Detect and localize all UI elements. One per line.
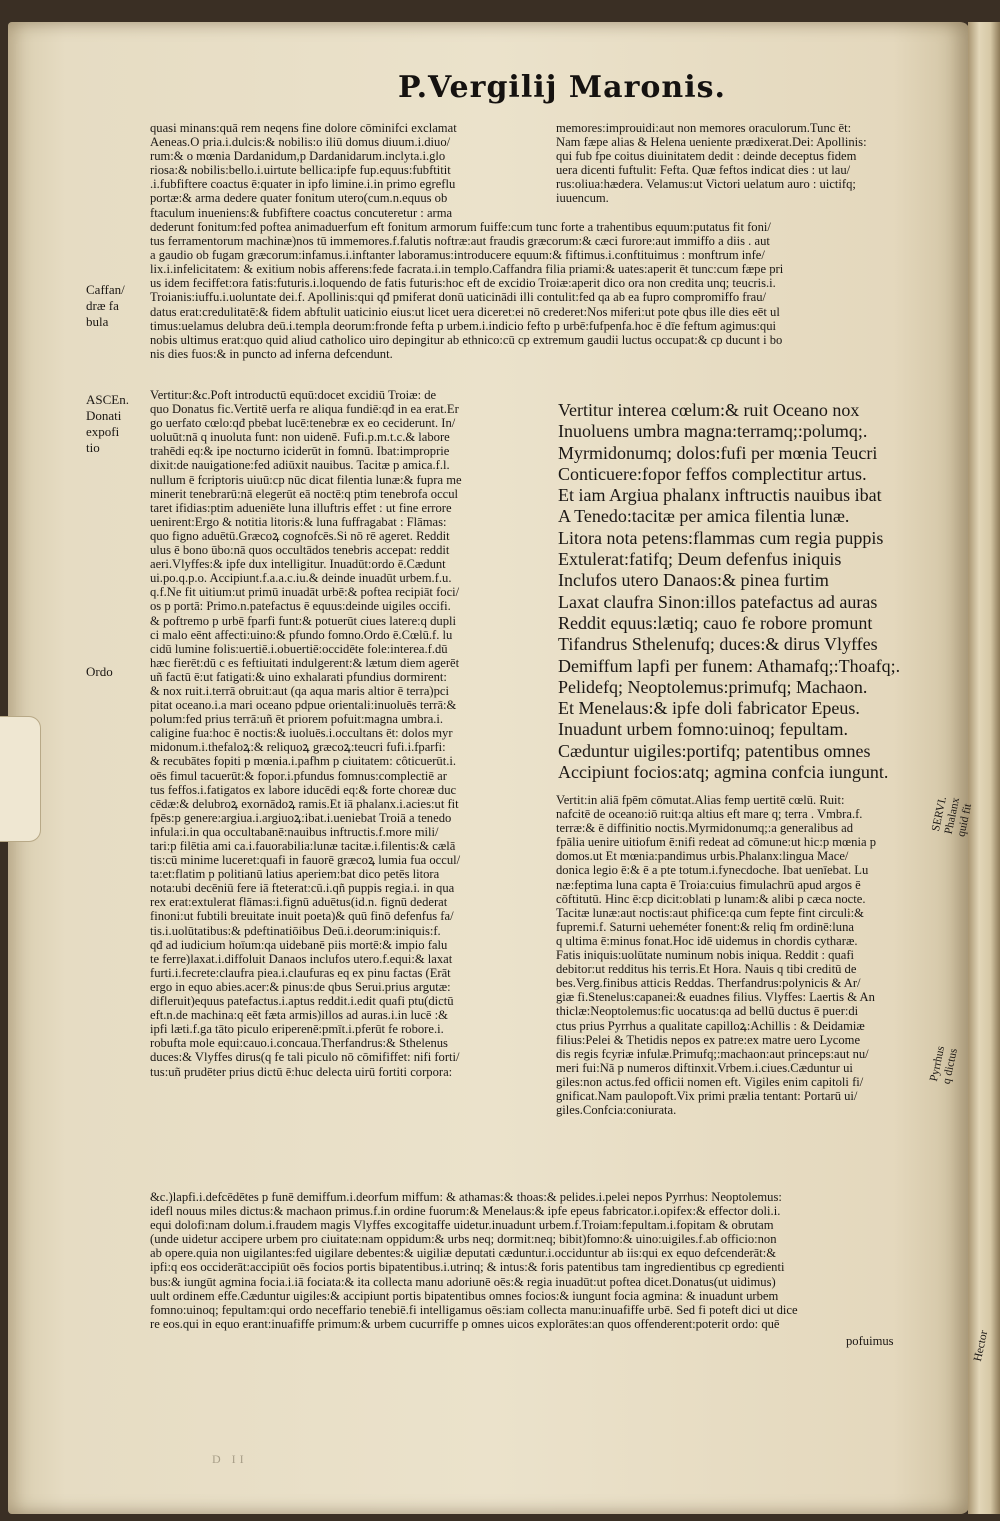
commentary-line: Fatis iniquis:uolūtate numinum nobis iniqua. Reddit : quafi bbox=[556, 948, 855, 963]
page-tab-marker bbox=[0, 716, 41, 842]
commentary-line: fpālia uenire uitiofum ē:nifi redeat ad cōmune:ut hic:p mœnia p bbox=[556, 835, 876, 850]
commentary-line: nis dies fuos:& in puncto ad inferna defcendunt. bbox=[150, 346, 393, 361]
commentary-line: q ultima ē:minus fonat.Hoc idē uidemus in chordis cytharæ. bbox=[556, 933, 858, 948]
verse-line: Et Menelaus:& ipfe doli fabricator Epeus. bbox=[558, 698, 860, 719]
commentary-line: robufta mole equi:cauo.i.concaua.Therfandrus:& Sthelenus bbox=[150, 1036, 448, 1051]
commentary-line: bus:& iungūt agmina focia.i.iā fociata:& ita collecta manu adoriunē oēs:& regia inuadūt:ut poftea dicet.Donatus(ut uidimus) bbox=[150, 1274, 776, 1289]
commentary-line: rus:oliua:hædera. Velamus:ut Victori uelatum auro : uictifq; bbox=[556, 177, 856, 192]
commentary-line: debitor:ut redditus his terris.Et Hora. Nauis q tibi creditū de bbox=[556, 962, 857, 977]
verse-line: Cæduntur uigiles:portifq; patentibus omnes bbox=[558, 740, 871, 761]
commentary-line: polum:fed prius terrā:uñ ēt priorem pofuit:magna umbra.i. bbox=[150, 712, 444, 727]
commentary-line: rex erat:extulerat flāmas:i.fignū aduētus(id.n. fignū dederat bbox=[150, 895, 448, 910]
verse-line: Tifandrus Sthelenufq; duces:& dirus Vlyffes bbox=[558, 634, 878, 655]
verse-text bbox=[558, 400, 918, 783]
commentary-line: taret ifidias:ptim adueniēte luna illuftris effet : ut fine errore bbox=[150, 500, 452, 515]
commentary-line: & recubātes fopiti p mœnia.i.pafhm p ciuitatem: côticuerūt.i. bbox=[150, 754, 457, 769]
commentary-line: nota:ubi decēniū fere iā fteterat:cū.i.qñ puppis regia.i. in qua bbox=[150, 881, 455, 896]
verse-line: Vertitur interea cœlum:& ruit Oceano nox bbox=[558, 400, 860, 420]
commentary-line: Vertit:in aliā fpēm cōmutat.Alias femp uertitē cœlū. Ruit: bbox=[556, 793, 845, 807]
verse-line: Inclufos utero Danaos:& pinea furtim bbox=[558, 570, 829, 591]
commentary-line: difleruit)equus patefactus.i.aptus reddit.i.edit quafi ptu(dictū bbox=[150, 994, 454, 1009]
commentary-line: aeri.Vlyffes:& ipfe dux intelligitur. Inuadūt:ordo ē.Cædunt bbox=[150, 557, 446, 572]
commentary-line: duces:& Vlyffes dirus(q fe tali piculo nō cōmififfet: nifi forti/ bbox=[150, 1050, 460, 1065]
commentary-line: tus ferramentorum machinæ)nos tū immemores.f.falutis noftræ:aut fraudis græcorum:& cæci furore:aut immiffo a diis . aut bbox=[150, 234, 770, 249]
commentary-line: giles.Confcia:coniurata. bbox=[556, 1103, 677, 1118]
commentary-line: portæ:& arma dedere quater fonitum utero(cum.n.equus ob bbox=[150, 191, 448, 206]
bottom-commentary bbox=[150, 1190, 940, 1331]
commentary-line: re eos.qui in equo erant:inuafiffe primum:& urbem cucurriffe p omnes uicos explorātes:an quos offenderent:poterit ordo: quē bbox=[150, 1316, 780, 1331]
commentary-line: uult ordinem effe.Cæduntur uigiles:& accipiunt portis bipatentibus omnes focios:& iungunt focia agmina: & inuadunt urbem bbox=[150, 1288, 779, 1303]
commentary-line: næ:feptima luna capta ē Troia:cuius fimulachrū apud argos ē bbox=[556, 877, 861, 892]
commentary-line: quo Donatus fic.Vertitē uerfa re aliqua fundiē:qđ in ea erat.Er bbox=[150, 402, 459, 417]
commentary-line: meri fui:Nā p numeros diftinxit.Vrbem.i.ciues.Cæduntur ui bbox=[556, 1060, 853, 1075]
commentary-line: tis:cū minime luceret:quafi in fauorē græcoꝝ lumia fua occul/ bbox=[150, 853, 461, 868]
commentary-line: dixit:de nauigatione:fed adiūxit nauibus. Tacitæ p amica.f.l. bbox=[150, 458, 450, 473]
commentary-line: donica legio ē:& ē a pte totum.i.fynecdoche. Ibat uenīebat. Lu bbox=[556, 863, 869, 878]
commentary-line: eft.n.de machina:q eēt fæta armis)illos ad auras.i.in lucē :& bbox=[150, 1008, 448, 1023]
commentary-line: giæ fi.Stenelus:capanei:& euadnes filius. Vlyffes: Laertis & An bbox=[556, 990, 875, 1005]
commentary-line: cōftitutū. Hinc ē:cp dicit:oblati p lunam:& alibi p cæca nocte. bbox=[556, 891, 866, 906]
commentary-line: domos.ut Et mœnia:pandimus urbis.Phalanx:lingua Mace/ bbox=[556, 849, 849, 864]
commentary-line: dis regis fcyriæ infulæ.Primufq;:machaon:aut princeps:aut nu/ bbox=[556, 1046, 869, 1061]
commentary-line: Vertitur:&c.Poft introductū equū:docet excidiū Troiæ: de bbox=[150, 388, 437, 402]
commentary-line: te ferre)laxat.i.diffoluit Danaos inclufos utero.f.equi:& laxat bbox=[150, 951, 453, 966]
commentary-line: ci malo eēnt affecti:uino:& pfundo fomno.Ordo ē.Cœlū.f. lu bbox=[150, 627, 453, 642]
top-right-commentary bbox=[556, 121, 942, 206]
commentary-line: os p portā: Primo.n.patefactus ē equus:deinde uigiles occifi. bbox=[150, 599, 451, 614]
commentary-line: dederunt fonitum:fed poftea animaduerfum eft fonitum armorum fuiffe:cum tunc forte a trahentibus equum:putatus fit foni/ bbox=[150, 220, 771, 234]
verse-line: Myrmidonumq; dolos:fufi per mœnia Teucri bbox=[558, 442, 878, 463]
commentary-line: ab opere.quia non uigilantes:fed uigilare debentes:& uigiliæ deputati cæduntur.i.occiduntur ab iis:qui ex equo defcenderāt:& bbox=[150, 1246, 777, 1261]
commentary-line: uenirent:Ergo & notitia litoris:& luna fuffragabat : Flāmas: bbox=[150, 514, 447, 529]
commentary-line: Troianis:iuffu.i.uoluntate dei.f. Apollinis:qui qđ pmiferat donū uaticinādi illi contulit:fed qa ab ea fupro compromiffo frau/ bbox=[150, 290, 767, 305]
commentary-line: trahēdi eq:& ipe nocturno iciderūt in fomnū. Ibat:improprie bbox=[150, 444, 450, 459]
verse-line: A Tenedo:tacitæ per amica filentia lunæ. bbox=[558, 506, 850, 527]
catchword-text: pofuimus bbox=[846, 1334, 894, 1348]
commentary-line: nullum ē fcriptoris uiuū:cp nūc dicat filentia lunæ:& fupra me bbox=[150, 472, 462, 487]
commentary-line: ctus prius Pyrrhus a qualitate capilloꝝ:Achillis : & Deidamiæ bbox=[556, 1018, 865, 1033]
commentary-line: cēdæ:& delubroꝝ exornādoꝝ ramis.Et iā phalanx.i.acies:ut fit bbox=[150, 796, 459, 811]
verse-line: Laxat claufra Sinon:illos patefactus ad auras bbox=[558, 591, 878, 612]
commentary-line: nobis ultimus erat:quo quid aliud catholico uiro depingitur ab ethnico:cū cp extremum gaudii luctus occupat:& cp ducunt i bo bbox=[150, 332, 783, 347]
margin-note-ordo: Ordo bbox=[86, 664, 113, 679]
commentary-line: fupremi.f. Saturni ueheméter fonent:& reliq fm ordinē:luna bbox=[556, 919, 854, 934]
verse-line: Conticuere:fopor feffos complectitur artus. bbox=[558, 463, 867, 484]
commentary-line: gnificat.Nam paulopoft.Vix primi prælia tentant: Portarū ui/ bbox=[556, 1088, 858, 1103]
commentary-line: furti.i.fecrete:claufra piea.i.claufuras eq ex pinu factas (Erāt bbox=[150, 965, 451, 980]
commentary-line: datus erat:credulitatē:& fidem abftulit uaticinio eius:ut licet uera diceret:ei nō crederet:Nos miferi:ut pote qbus ille dies eēt ul bbox=[150, 304, 780, 319]
commentary-line: lix.i.infelicitatem: & exitium nobis afferens:fede facrata.i.in templo.Caffandra filia priami:& uates:aperit ēt tunc:cum fæpe pri bbox=[150, 262, 784, 277]
margin-note-pyrrhus: Pyrrhus q dictus bbox=[928, 1045, 960, 1086]
commentary-line: caligine fua:hoc ē noctis:& iuoluēs.i.occultans ēt: dolos myr bbox=[150, 726, 453, 741]
commentary-line: uera dicenti fuftulit: Fefta. Quæ feftos indicat dies : ut lau/ bbox=[556, 163, 851, 178]
commentary-line: thiclæ:Neoptolemus:fic uocatus:qa ad bellū ductus ē puer:di bbox=[556, 1004, 859, 1019]
top-left-commentary bbox=[150, 121, 542, 220]
verse-line: Pelidefq; Neoptolemus:primufq; Machaon. bbox=[558, 676, 868, 697]
commentary-line: uoluūt:nā q inuoluta funt: non uidenē. Fufi.p.m.t.c.& labore bbox=[150, 430, 450, 445]
commentary-line: &c.)lapfi.i.defcēdētes p funē demiffum.i.deorfum miffum: & athamas:& thoas:& pelides.i.pelei nepos Pyrrhus: Neoptolemus: bbox=[150, 1190, 782, 1204]
commentary-line: riosa:& nobilis:bello.i.uirtute bellica:ipfe fup.equus:fubftitit bbox=[150, 163, 451, 178]
commentary-line: Aeneas.O pria.i.dulcis:& nobilis:o iliū domus diuum.i.diuo/ bbox=[150, 135, 451, 150]
commentary-line: memores:improuidi:aut non memores oraculorum.Tunc ēt: bbox=[556, 121, 852, 135]
verse-line: Inuadunt urbem fomno:uinoq; fepultam. bbox=[558, 719, 848, 740]
commentary-line: us idem feciffet:ora fatis:futuris.i.loquendo de fatis futuris:hoc eft de excidio Troiæ:aperit dico ora non credita unq; teucris.i. bbox=[150, 276, 776, 291]
verse-line: Demiffum lapfi per funem: Athamafq;:Thoafq;. bbox=[558, 655, 901, 676]
margin-note-cassandra: Caffan/ dræ fa bula bbox=[86, 282, 125, 329]
commentary-line: tari:p filētia ami ca.i.fauorabilia:lunæ tacitæ.i.filentis:& cælā bbox=[150, 839, 456, 853]
verse-line: Reddit equus:lætiq; cauo fe robore promunt bbox=[558, 612, 873, 633]
page-header: P.Vergilij Maronis. bbox=[398, 70, 726, 105]
commentary-line: & poftremo p urbē fparfi funt:& potuerūt ciues latere:q dupli bbox=[150, 613, 457, 628]
commentary-line: & nox ruit.i.terrā obruit:aut (qa aqua maris altior ē terra)pci bbox=[150, 683, 449, 698]
commentary-line: quo figno aduētū.Græcoꝝ cognofcēs.Si nō rē ageret. Reddit bbox=[150, 528, 450, 543]
commentary-line: qui fub fpe coitus diuinitatem dedit : deinde deceptus fidem bbox=[556, 149, 857, 164]
verse-line: Inuoluens umbra magna:terramq;:polumq;. bbox=[558, 421, 868, 442]
commentary-line: pitat oceano.i.a mari oceano pdpue orientali:inuoluēs terrā:& bbox=[150, 698, 457, 713]
verse-line: Et iam Argiua phalanx inftructis nauibus ibat bbox=[558, 485, 882, 506]
commentary-line: equi dolofi:nam dolum.i.fraudem magis Vlyffes excogitaffe uidetur.inuadunt urbem.f.Troiam:fepultam.i.fopitam & obrutam bbox=[150, 1218, 774, 1233]
commentary-line: a gaudio ob fugam græcorum:infamus.i.inftanter laboramus:introducere equum:& fiftimus.i.conftituimus : monftrum infe/ bbox=[150, 248, 765, 263]
commentary-line: filius:Pelei & Thetidis nepos ex patre:ex matre uero Lycome bbox=[556, 1032, 861, 1047]
commentary-line: rum:& o mœnia Dardanidum,p Dardanidarum.inclyta.i.glo bbox=[150, 149, 446, 164]
verse-line: Extulerat:fatifq; Deum defenfus iniquis bbox=[558, 549, 842, 570]
commentary-line: Nam fæpe alias & Helena ueniente prædixerat.Dei: Apollinis: bbox=[556, 135, 867, 150]
commentary-line: ftaculum inueniens:& fubfiftere coactus concuteretur : arma bbox=[150, 205, 453, 220]
commentary-line: q.f.Ne fit uitium:ut primū inuadāt urbē:& poftea recipiāt foci/ bbox=[150, 585, 460, 600]
commentary-line: tus:uñ prudēter prius dictū ē:huc delecta uirū fortiti corpora: bbox=[150, 1064, 453, 1079]
commentary-line: oēs fimul tacuerūt:& fopor.i.pfundus fomnus:complectiē ar bbox=[150, 768, 447, 783]
commentary-line: .i.fubfiftere coactus ē:quater in ipfo limine.i.in primo egreflu bbox=[150, 177, 456, 192]
commentary-line: fomno:uinoq; fepultam:qui ordo neceffario tenebiē.fi intelligamus oēs:iam collecta manu:inuafiffe urbē. Sed fi poteft dici ut dice bbox=[150, 1302, 798, 1317]
commentary-line: hæc fierēt:dū c es feftiuitati indulgerent:& lætum diem agerēt bbox=[150, 655, 460, 670]
commentary-line: nafcitē de oceano:iō ruit:qa altius eft mare q; terra . Vmbra.f. bbox=[556, 807, 863, 822]
left-commentary-column bbox=[150, 388, 542, 1079]
commentary-line: terræ:& ē diffinitio noctis.Myrmidonumq;:a generalibus ad bbox=[556, 821, 854, 836]
commentary-line: quasi minans:quā rem neqens fine dolore cōminifci exclamat bbox=[150, 121, 457, 135]
verse-line: Litora nota petens:flammas cum regia puppis bbox=[558, 527, 884, 548]
signature-mark: D II bbox=[212, 1452, 248, 1466]
commentary-line: qđ ad iudicium hoīum:qa uidebanē piis mortē:& impio falu bbox=[150, 937, 448, 952]
commentary-line: timus:uelamus delubra deū.i.templa deorum:fronde fefta p urbem.i.indicio fefto p urbē:fufpenfa.hoc ē dīe feftum agimus:qui bbox=[150, 318, 776, 333]
commentary-line: (unde uidetur accipere urbem pro ciuitate:nam oppidum:& urbs neq; dormit:neq; bibit)fomno:& uino:uigiles.f.ab officio:non bbox=[150, 1232, 777, 1247]
commentary-line: giles:non actus.fed officii nomen eft. Vigiles enim capitoli fi/ bbox=[556, 1074, 864, 1089]
commentary-line: fpēs:p genere:argiua.i.argiuoꝝ:ibat.i.ueniebat Troiā a tenedo bbox=[150, 810, 452, 825]
commentary-line: midonum.i.thefaloꝝ:& reliquoꝝ græcoꝝ:teucri fufi.i.fparfi: bbox=[150, 740, 446, 755]
right-commentary-column bbox=[556, 793, 936, 1117]
commentary-line: ta:et:flatim p politianū latius aperiem:bat dico petēs litora bbox=[150, 867, 440, 882]
margin-note-ascensius: ASCEn. Donati expofi tio bbox=[86, 392, 129, 455]
commentary-line: iuuencum. bbox=[556, 191, 609, 206]
catchword bbox=[846, 1334, 926, 1348]
commentary-line: Tacitæ lunæ:aut noctis:aut phifice:qa cum fepte fint circuli:& bbox=[556, 905, 864, 920]
commentary-line: ui.po.q.p.o. Accipiunt.f.a.a.c.iu.& deinde inuadūt urbem.f.u. bbox=[150, 571, 452, 586]
margin-note-right-edge: Hector bbox=[972, 1329, 991, 1363]
commentary-line: uñ factū ē:ut fatigati:& uino exhalarati pfundius dormirent: bbox=[150, 669, 447, 684]
commentary-line: cidū lumine folis:uertiē.i.obuertiē:occidēte fole:interea.f.dū bbox=[150, 641, 448, 656]
verse-line: Accipiunt focios:atq; agmina confcia iungunt. bbox=[558, 762, 889, 783]
commentary-line: tis.i.uolūtatibus:& pdeftinatiōibus Deū.i.deorum:iniquis:f. bbox=[150, 923, 441, 938]
commentary-line: infula:i.in qua occultabanē:nauibus inftructis.f.more mili/ bbox=[150, 824, 439, 839]
commentary-line: ergo in equo abies.acer:& pinus:de qbus Serui.prius argutæ: bbox=[150, 979, 451, 994]
commentary-line: idefl nouus miles dictus:& machaon primus.f.in ordine fuorum:& Menelaus:& ipfe epeus fabricator.i.opifex:& effector doli.i. bbox=[150, 1204, 781, 1219]
commentary-line: finoni:ut fubtili breuitate inuit poeta)& quū finō defenfus fa/ bbox=[150, 909, 454, 924]
commentary-line: tus feffos.i.fatigatos ex labore iducēdi eq:& forte choreæ duc bbox=[150, 782, 457, 797]
commentary-line: ipfi:q eos occiderāt:accipiūt oēs focios portis bipatentibus.i.utrinq; & intus:& foris patentibus tam ingredientibus cp egredienti bbox=[150, 1260, 785, 1275]
commentary-line: bes.Verg.finibus atticis Reddas. Therfandrus:polynicis & Ar/ bbox=[556, 976, 861, 991]
commentary-line: ulus ē bono ūbo:nā quos occultādos tenebris accepat: reddit bbox=[150, 543, 450, 558]
margin-note-servius: SERVI. Phalanx quid fit bbox=[930, 795, 975, 838]
full-width-commentary bbox=[150, 220, 940, 361]
commentary-line: minerit tenebrarū:nā elegerūt eā noctē:q ptim tenebrofa occul bbox=[150, 486, 459, 501]
commentary-line: go uerfato cœlo:qđ pbebat lucē:tenebræ ex eo ceciderunt. In/ bbox=[150, 416, 456, 431]
commentary-line: ipfi læti.f.ga tāto piculo eriperenē:pmīt.i.pferūt fe robore.i. bbox=[150, 1022, 444, 1037]
